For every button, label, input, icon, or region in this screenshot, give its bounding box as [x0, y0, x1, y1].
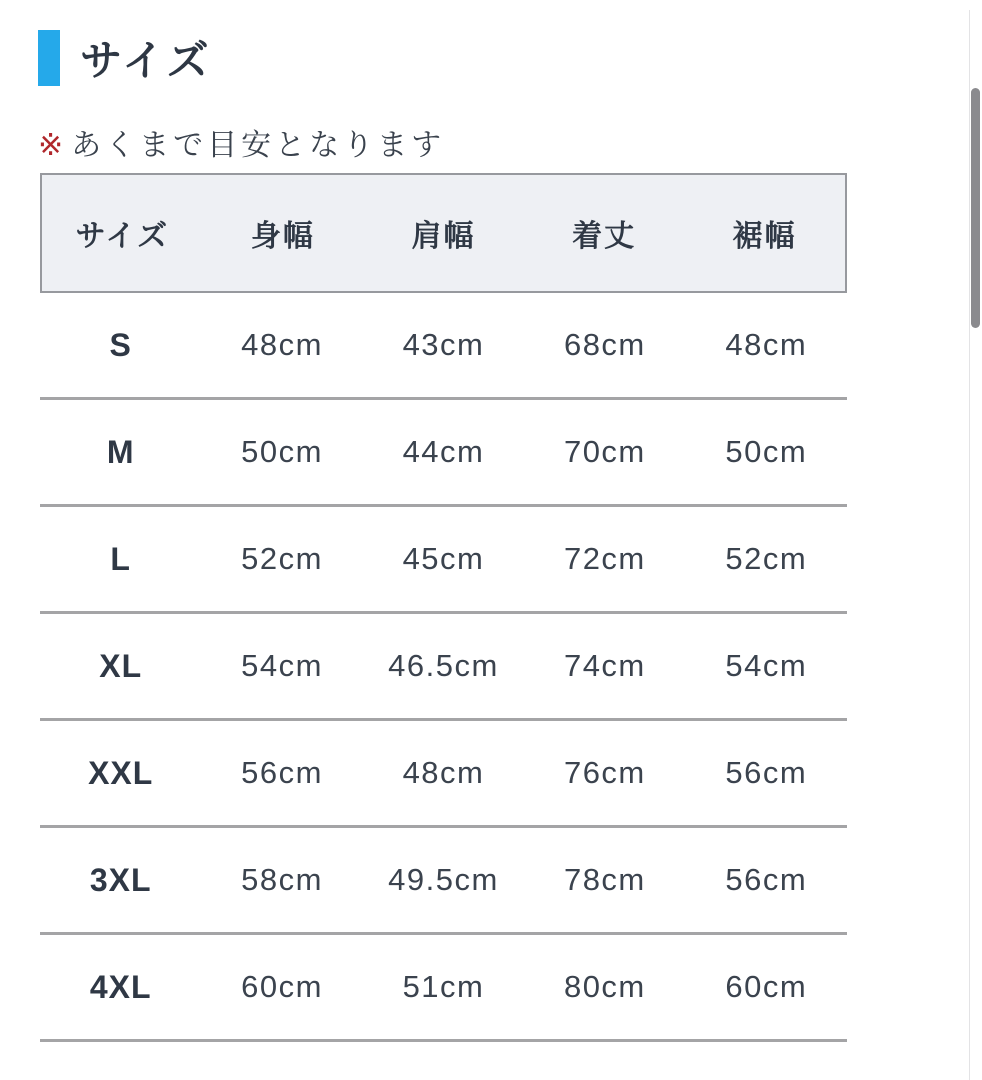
- size-label: XL: [99, 647, 143, 684]
- size-label: 4XL: [89, 968, 152, 1005]
- shoulder-width-value: 44cm: [402, 434, 485, 469]
- shoulder-width-value: 45cm: [402, 541, 485, 576]
- hem-width-value: 54cm: [725, 648, 808, 683]
- length-value: 68cm: [563, 327, 646, 362]
- hem-width-value: 56cm: [725, 862, 808, 897]
- section-header: [38, 28, 212, 88]
- table-row: [40, 828, 847, 935]
- table-row: [40, 400, 847, 507]
- size-label: 3XL: [89, 861, 152, 898]
- body-width-value: 50cm: [241, 434, 323, 469]
- disclaimer-note: [38, 120, 445, 164]
- shoulder-width-value: 49.5cm: [388, 862, 499, 897]
- shoulder-width-value: 51cm: [402, 969, 485, 1004]
- column-header-length: 着丈: [572, 220, 637, 253]
- page-title: サイズ: [80, 37, 212, 84]
- table-row: [40, 614, 847, 721]
- table-header-row: [40, 173, 847, 293]
- size-table: [40, 173, 847, 1042]
- hem-width-value: 52cm: [725, 541, 808, 576]
- column-header-shoulder-width: 肩幅: [411, 220, 476, 253]
- length-value: 74cm: [563, 648, 646, 683]
- length-value: 80cm: [563, 969, 646, 1004]
- size-label: M: [106, 433, 135, 470]
- shoulder-width-value: 48cm: [402, 755, 485, 790]
- hem-width-value: 48cm: [725, 327, 808, 362]
- table-row: [40, 721, 847, 828]
- length-value: 72cm: [563, 541, 646, 576]
- scrollbar-track[interactable]: [969, 10, 970, 1080]
- size-label: S: [109, 326, 132, 363]
- column-header-hem-width: 裾幅: [732, 220, 797, 253]
- body-width-value: 60cm: [241, 969, 323, 1004]
- scrollbar-thumb[interactable]: [971, 88, 980, 328]
- hem-width-value: 56cm: [725, 755, 808, 790]
- size-label: L: [110, 540, 131, 577]
- note-text: あくまで目安となります: [71, 129, 446, 162]
- body-width-value: 52cm: [241, 541, 323, 576]
- accent-bar-icon: [38, 30, 60, 86]
- size-label: XXL: [88, 754, 154, 791]
- shoulder-width-value: 43cm: [402, 327, 485, 362]
- table-row: [40, 507, 847, 614]
- length-value: 78cm: [563, 862, 646, 897]
- length-value: 70cm: [563, 434, 646, 469]
- table-row: [40, 293, 847, 400]
- hem-width-value: 60cm: [725, 969, 808, 1004]
- shoulder-width-value: 46.5cm: [388, 648, 499, 683]
- column-header-size: サイズ: [75, 220, 170, 253]
- column-header-body-width: 身幅: [250, 220, 315, 253]
- body-width-value: 58cm: [241, 862, 323, 897]
- note-reference-mark: ※: [38, 129, 68, 162]
- body-width-value: 48cm: [241, 327, 323, 362]
- body-width-value: 54cm: [241, 648, 323, 683]
- length-value: 76cm: [563, 755, 646, 790]
- table-row: [40, 935, 847, 1042]
- hem-width-value: 50cm: [725, 434, 808, 469]
- body-width-value: 56cm: [241, 755, 323, 790]
